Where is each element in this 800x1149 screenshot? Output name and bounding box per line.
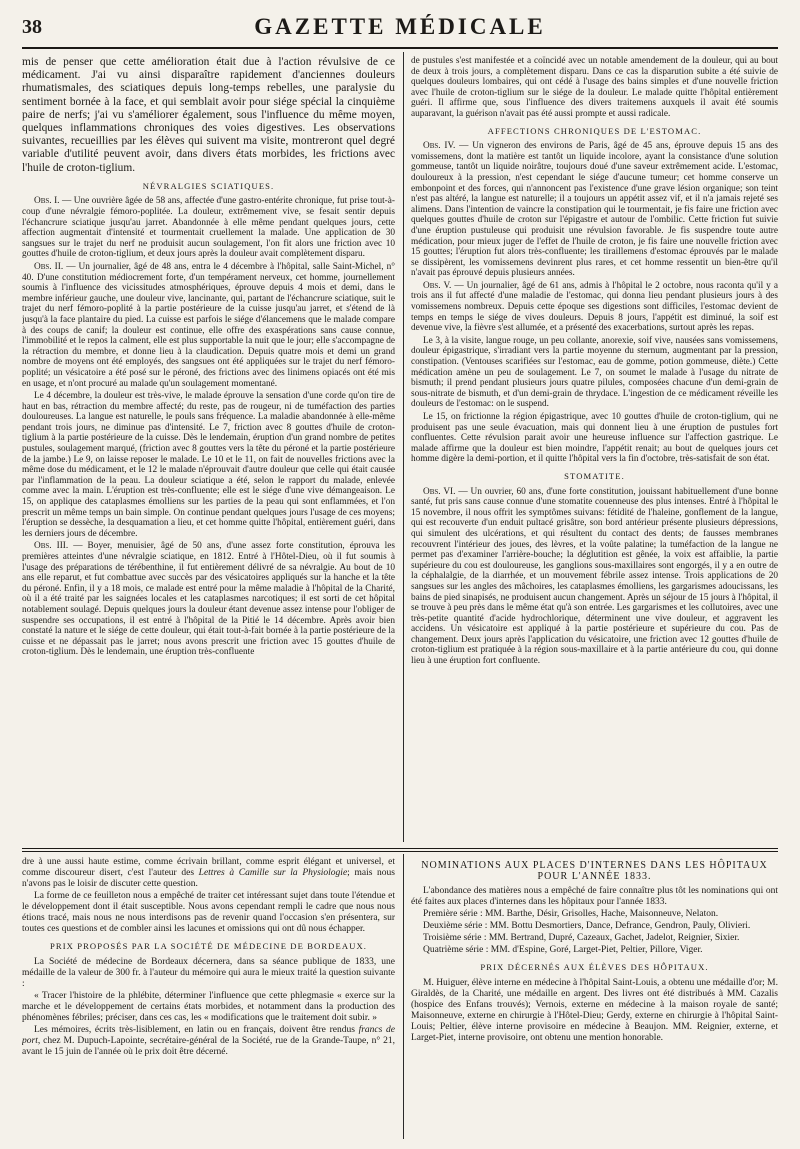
obs-text: — Un journalier, âgé de 61 ans, admis à l'hôpital le 2 octobre, nous raconta qu'il y a trois ans il fut affecté d'une maladie de l'estomac, qui donna lieu pendant plusieurs jours à des vomissemens nombreux. Depuis cette époque ses digestions sont difficiles, l'estomac devient de temps en temps le siége de vives douleurs. Depuis 8 jours, l'appétit est diminué, la soif est devenue vive, la fièvre s'est allumée, et a présenté des exacerbations, surtout après les repas. <box>411 280 778 334</box>
obs-label: Obs. IV. <box>423 141 456 152</box>
section-title-nominations: NOMINATIONS AUX PLACES D'INTERNES DANS LES HÔPITAUX POUR L'ANNÉE 1833. <box>421 860 768 882</box>
observation-2 <box>22 262 395 389</box>
section-title-estomac: AFFECTIONS CHRONIQUES DE L'ESTOMAC. <box>487 125 702 136</box>
observation-5-end: Le 15, on frictionne la région épigastrique, avec 10 gouttes d'huile de croton-tiglium, qui ne produisent pas une seule évacuation, mais qui donnent lieu à une éruption de pustules fort confluentes. Cette révulsion parait avoir une heureuse influence sur l'affection gastrique. Le malade affirme que la douleur est bien moindre, l'appétit renait; au bout de quelques jours cet homme digère la demi-portion, et il quitte l'hôpital vers la fin d'octobre, très-satisfait de son état. <box>411 412 778 465</box>
prize-paragraph: La Société de médecine de Bordeaux décernera, dans sa séance publique de 1833, une médaille de la valeur de 300 fr. à l'auteur du mémoire qui aura le mieux traité la question suivante : <box>22 957 395 989</box>
page-number: 38 <box>22 16 42 38</box>
continued-paragraph: de pustules s'est manifestée et a coïncidé avec un notable amendement de la douleur, qui au bout de deux à trois jours, a complètement disparu. Dans ce cas la disparution subite a été suivie de quelques douleurs lombaires, qui ont cédé à l'usage des bains simples et d'une nouvelle friction avec l'huile de croton-tiglium sur le siége de la douleur. Le malade quitte l'hôpital entièrement guéri. Il affirme que, sous l'influence des divers traitemens auxquels il avait été soumis auparavant, la guérison n'avait pas été aussi prompte et aussi radicale. <box>411 56 778 119</box>
obs-text: — Un vigneron des environs de Paris, âgé de 45 ans, éprouve depuis 15 ans des vomissemens, dont la matière est tantôt un liquide incolore, ayant la consistance d'une solution gommeuse, tantôt un liquide noirâtre, toujours doué d'une saveur extrêmement acide. L'estomac, douloureux à la pression, n'est cependant le siége d'aucune tumeur; cet homme conserve un embonpoint et des forces, qui n'annoncent pas l'existence d'une grave lésion organique; son teint n'est pas altéré, la langue est naturelle; il a toujours un appétit assez vif, et il n'a jamais rejeté ses alimens. Dans l'intention de vaincre la constipation qui le tourmentait, je fis faire une friction avec quelques gouttes d'huile de croton sur l'épigastre et autour de l'ombilic. Cette friction fut suivie d'une éruption pustuleuse qui produisit une révulsion favorable. Je fis suspendre toute autre médication, pour mieux juger de l'effet de l'huile de croton, je fis faire une nouvelle friction avec 15 gouttes; l'éruption fut alors très-confluente; les tiraillemens d'estomac éprouvés par le malade se dissipèrent, les vomissemens devinrent plus rares, et cet homme ressentit un bien-être qu'il n'avait pas éprouvé depuis plusieurs années. <box>411 141 778 279</box>
page-header <box>22 14 778 44</box>
observation-2-continued: Le 4 décembre, la douleur est très-vive, le malade éprouve la sensation d'une corde qu'on tire de haut en bas, rétraction du membre affecté; du reste, pas de rougeur, ni de tuméfaction des parties douloureuses. La langue est naturelle, le pouls sans fréquence. La maladie abandonnée à elle-même pendant trois jours, ne diminue pas d'intensité. Le 7, friction avec 8 gouttes d'huile de croton-tiglium à la partie postérieure de la cuisse. Dès le lendemain, éruption d'un grand nombre de petites pustules, soulagement marqué, (friction avec 8 gouttes vers la tête du péroné et la partie postérieure de la jambe.) Le 9, on laisse reposer le malade. Le 10 et le 11, on fait de nouvelles frictions avec la même dose du médicament, et le 12 le malade n'éprouvait d'autre douleur que celle qui était causée par l'inflammation de la peau. La douleur sciatique a été, selon le rapport du malade, enlevée comme avec la main. L'éruption est très-confluente; elle est le siége d'une vive démangeaison. Le 15, on applique des cataplasmes émolliens sur les parties de la peau qui sont enflammées, et l'on prescrit un même temps un bain simple. On continue pendant quelques jours l'usage de ces moyens; l'éruption se dessèche, la desquamation a lieu, et cet homme quitte l'hôpital, entièrement guéri, dans les derniers jours de décembre. <box>22 391 395 539</box>
obs-text: — Une ouvrière âgée de 58 ans, affectée d'une gastro-entérite chronique, fut prise tout-à-coup d'une névralgie fémoro-poplitée. La douleur, extrêmement vive, se fesait sentir depuis l'échancrure sciatique jusqu'au jarret. Abandonnée à elle même pendant quelques jours, cette affection augmentait d'intensité et tourmentait cruellement la malade. Une application de 30 sangsues sur le trajet du nerf ne produisit aucun soulagement, l'on fit alors une friction avec 10 gouttes d'huile de croton-tiglium, et deux jours après la douleur avait complètement disparu. <box>22 196 395 260</box>
right-column <box>411 56 778 846</box>
section-title-prix-bordeaux: PRIX PROPOSÉS PAR LA SOCIÉTÉ DE MÉDECINE DE BORDEAUX. <box>49 941 367 951</box>
left-column <box>22 56 395 846</box>
series-4: Quatrième série : MM. d'Espine, Goré, Larget-Piet, Peltier, Pillore, Viger. <box>423 945 703 955</box>
text-run: Les mémoires, écrits très-lisiblement, en latin ou en français, doivent être rendus <box>34 1025 359 1035</box>
header-rule <box>22 47 778 49</box>
section-title-stomatite: STOMATITE. <box>564 470 625 481</box>
obs-label: Obs. II. <box>34 261 64 272</box>
series-3: Troisième série : MM. Bertrand, Dupré, Cazeaux, Gachet, Jadelot, Reignier, Sixier. <box>423 933 740 943</box>
prizes-awarded: M. Huiguer, élève interne en médecine à l'hôpital Saint-Louis, a obtenu une médaille d'or; M. Giraldès, de la Charité, une médaille en argent. Des livres ont été distribués à MM. Cazalis (hospice des Enfans trouvés); Vernois, externe en médecine à la maison royale de santé; Maisonneuve, externe en chirurgie à l'Hôtel-Dieu; Gerdy, externe en chirurgie à l'hôpital Saint-Louis; Peltier, élève interne provisoire en médecine à Beaujon. MM. Reignier, externe, et Larget-Piet, interne provisoire, ont obtenu une mention honorable. <box>411 978 778 1043</box>
observation-6 <box>411 487 778 667</box>
nominations-intro: L'abondance des matières nous a empêché de faire connaître plus tôt les nominations qui ont été faites aux places d'internes dans les hôpitaux pour l'année 1833. <box>411 886 778 907</box>
column-divider <box>403 52 404 842</box>
section-title-sciatiques: NÉVRALGIES SCIATIQUES. <box>142 180 275 191</box>
series-1: Première série : MM. Barthe, Désir, Grisolles, Hache, Maisonneuve, Nelaton. <box>423 909 719 919</box>
intro-paragraph: mis de penser que cette amélioration était due à l'action révulsive de ce médicament. J'ai vu ainsi disparaître rapidement d'anciennes douleurs rhumatismales, des sciatiques depuis long-temps rebelles, une paralysie du sentiment bornée à la face, et qui semblait avoir pour siége spécial la cinquième paire de nerfs; j'ai vu s'améliorer également, sous l'influence du même moyen, quelques inflammations chroniques des voies digestives. Les observations suivantes, recueillies par les élèves qui suivent ma visite, montreront quel degré variable d'utilité peuvent avoir, dans divers états morbides, les frictions avec l'huile de croton-tiglium. <box>22 56 395 174</box>
section-title-prix-eleves: PRIX DÉCERNÉS AUX ÉLÈVES DES HÔPITAUX. <box>480 962 709 972</box>
observation-1 <box>22 196 395 260</box>
feuilleton-rule <box>22 848 778 849</box>
prize-conditions <box>22 1025 395 1058</box>
obs-label: Obs. VI. <box>423 486 456 497</box>
text-run: dre à une aussi haute estime, comme écrivain brillant, comme esprit élégant et universel, et comme discoureur disert, c'est l'auteur des <box>22 857 395 878</box>
feuilleton-paragraph <box>22 857 395 890</box>
observation-3 <box>22 541 395 658</box>
text-run: , chez M. Dupuch-Lapointe, secrétaire-général de la Société, rue de la Grande-Taupe, n° 21, avant le 15 juin de l'année où le prix doit être décerné. <box>22 1036 395 1057</box>
observation-5 <box>411 281 778 334</box>
series-2: Deuxième série : MM. Bottu Desmortiers, Dance, Defrance, Gendron, Pauly, Olivieri. <box>423 921 751 931</box>
italic-run: francs de port <box>22 1025 395 1046</box>
feuilleton-paragraph: La forme de ce feuilleton nous a empêché de traiter cet intéressant sujet dans toute l'étendue et le développement dont il était susceptible. Nous avons cependant rempli le cadre que nous nous étions tracé, mais nous ne nous interdisons pas de revenir quand l'occasion s'en présentera, sur toutes ces questions et de combler ainsi les lacunes et omissions qui ont dû nous échapper. <box>22 891 395 934</box>
book-title: Lettres à Camille sur la Physiologie <box>198 868 348 878</box>
obs-label: Obs. I. <box>34 196 60 207</box>
obs-text: — Un ouvrier, 60 ans, d'une forte constitution, jouissant habituellement d'une bonne santé, fut pris sans cause connue d'une stomatite couenneuse des plus intenses. Entré à l'hôpital le 15 novembre, il nous offrit les symptômes suivans: fétidité de l'haleine, gonflement de la langue, qui est recouverte d'un enduit pultacé grisâtre, son bord antérieur présente plusieurs dépressions, qui simulent des ulcérations, et qui résultent du contact des dents; de fausses membranes recouvrent l'intérieur des joues, des lèvres, et la voûte palatine; la tuméfaction de la langue ne permet pas d'examiner l'arrière-bouche; la déglutition est gênée, la voix est affaiblie, la partie supérieure du cou est douloureuse, les ganglions sous-maxillaires sont engorgés, il y a en outre de la céphalalgie, de la diarrhée, et un mouvement fébrile assez intense. Trois applications de 20 sangsues sur les angles des mâchoires, les cataplasmes émolliens, les gargarismes adoucissans, les bains de pied sinapisés, ne produisent aucun changement. Après un séjour de 15 jours à l'hôpital, il se trouve à peu près dans le même état qu'à son entrée. Les gargarismes et les collutoires, avec une très-petite quantité d'acide hydrochlorique, déterminent une vive douleur, et aggravent les accidens. Un vésicatoire est appliqué à la partie postérieure et supérieure du cou. Pas de changement. Deux jours après l'application du vésicatoire, une friction avec 12 gouttes d'huile de croton-tiglium est pratiquée à la région sous-maxillaire et à la partie antérieure du cou, qui donne lieu à une éruption fort confluente. <box>411 486 778 667</box>
masthead-title: GAZETTE MÉDICALE <box>254 14 546 39</box>
prize-question: « Tracer l'histoire de la phlébite, déterminer l'influence que cette phlegmasie « exerce sur la marche et le développement de certains états morbides, et notamment dans la production des phénomènes fébriles; préciser, dans ces cas, les « modifications que le traitement doit subir. » <box>22 991 395 1023</box>
obs-text: — Boyer, menuisier, âgé de 50 ans, d'une assez forte constitution, éprouva les premières atteintes d'une névralgie sciatique, en 1812. Entré à l'Hôtel-Dieu, où il fut soumis à l'usage des préparations de térébenthine, il fut entièrement délivré de sa névralgie. Au bout de 10 ans elle reparut, et fut combattue avec succès par des vésicatoires appliqués sur la hanche et la tête du péroné. Enfin, il y a 18 mois, ce malade est entré pour la même maladie à l'hôpital de la Charité, où il a été traité par les saignées locales et les cataplasmes narcotiques; il est sorti de cet hôpital notablement soulagé. Depuis quelques jours la douleur étant devenue assez intense pour l'obliger de suspendre ses occupations, il est entré à l'hôpital de la Pitié le 14 décembre. Après avoir bien constaté la nature et le siége de cette douleur, qui était tout-à-fait bornée à la partie postérieure de la cuisse et ne dépassait pas le jarret; nous avons prescrit une friction avec 15 gouttes d'huile de croton-tiglium. Dès le lendemain, une éruption très-confluente <box>22 541 395 658</box>
obs-label: Obs. V. <box>423 280 452 291</box>
feuilleton-left <box>22 857 395 1142</box>
observation-4 <box>411 141 778 279</box>
feuilleton-divider <box>403 854 404 1139</box>
feuilleton-right <box>411 857 778 1142</box>
text-run: ; mais nous n'avons pas le loisir de discuter cette question. <box>22 868 395 889</box>
feuilleton-rule-double <box>22 851 778 852</box>
obs-text: — Un journalier, âgé de 48 ans, entra le 4 décembre à l'hôpital, salle Saint-Michel, n° 40. D'une constitution médiocrement forte, d'un tempérament nerveux, cet homme, journellement soumis à l'influence des vicissitudes atmosphériques, éprouve depuis 4 mois et demi, dans le membre inférieur gauche, une douleur vive, lancinante, qui, partant de l'échancrure sciatique, suit le trajet du nerf fémoro-poplité à la partie postérieure de la cuisse jusqu'au jarret, et s'étend de là jusqu'à la face plantaire du pied. La cuisse est parfois le siége d'élancemens que le malade compare à des coups de canif; la douleur est continue, elle offre des exaspérations sans cause connue, l'immobilité et le repos la calment, elle est plus supportable la nuit que le jour; elle s'accompagne de la rétraction du membre, et donne lieu à la claudication. Depuis quatre mois et demi un grand nombre de moyens ont été employés, des sangsues ont été appliquées sur le trajet du nerf fémoro-poplité; un vésicatoire a été posé sur le péroné, des frictions avec des linimens opiacés ont été mis en usage, et n'ont procuré au malade qu'un soulagement momentané. <box>22 261 395 389</box>
obs-label: Obs. III. <box>34 541 69 552</box>
observation-5-continued: Le 3, à la visite, langue rouge, un peu collante, anorexie, soif vive, nausées sans vomissemens, douleur épigastrique, s'irradiant vers la partie moyenne du sternum, augmentant par la pression, constipation. (Ventouses scarifiées sur l'estomac, eau de gomme, potion gommeuse, diète.) Cette médication amène un peu de soulagement. Le 7, on soumet le malade à l'usage du nitrate de bismuth; il prend pendant plusieurs jours quatre pilules, composées chacune d'un demi-grain de sous-nitrate de bismuth, et d'un demi-grain de thrydace. L'ingestion de ce médicament réveille les douleurs de l'estomac: on le suspend. <box>411 335 778 410</box>
